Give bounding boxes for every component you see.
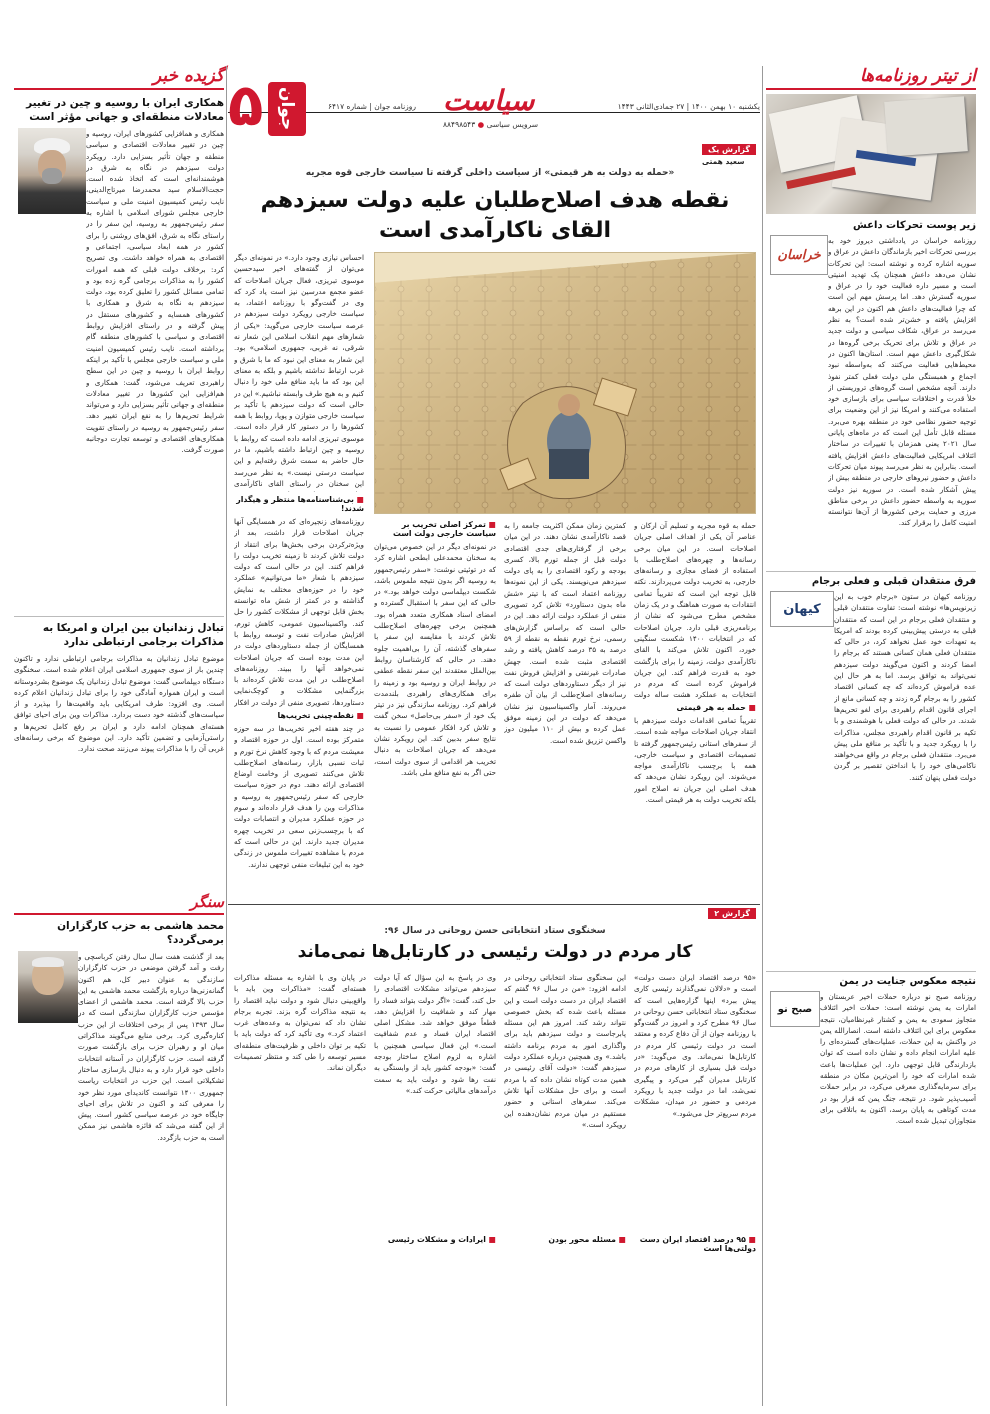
second-title: کار مردم در دولت رئیسی در کارتابل‌ها نمی‌ماند [297, 942, 693, 962]
main-col-b-body: در نمونه‌ای دیگر در این خصوص می‌توان به سخنان محمدعلی ابطحی اشاره کرد که در توئیتی نوشت: «سفر رئیس‌جمهور به روسیه اگر بدون نتیجه ملموس باشد، شکست دیپلماسی دولت خواهد بود.» در حالی که این سفر با استقبال گسترده و امضای اسناد همکاری متعدد همراه بود. همچنین برخی چهره‌های اصلاح‌طلب تلاش کردند با مقایسه این سفر با سفرهای گذشته، آن را بی‌اهمیت جلوه دهند. در حالی که کارشناسان روابط بین‌الملل معتقدند این سفر نقطه عطفی در روابط ایران و روسیه بود و زمینه را برای همکاری‌های راهبردی بلندمدت فراهم کرد. روزنامه سازندگی نیز در تیتر یک خود از «سفر بی‌حاصل» سخن گفت و تلاش کرد افکار عمومی را نسبت به نتایج سفر بدبین کند. این رویکرد نشان می‌دهد که جریان اصلاحات به دنبال تخریب هر اقدامی از سوی دولت است، حتی اگر به نفع منافع ملی باشد. [374, 542, 496, 777]
main-col-a3-body: در چند هفته اخیر تخریب‌ها در سه حوزه متمرکز بوده است. اول در حوزه اقتصاد و معیشت مردم که با وجود کاهش نرخ تورم و ثبات نسبی بازار، رسانه‌های اصلاح‌طلب تلاش می‌کنند تصویری از وخامت اوضاع اقتصادی ارائه دهند. دوم در حوزه سیاست خارجی که سفر رئیس‌جمهور به روسیه و مذاکرات وین را هدف قرار داده‌اند و سوم در حوزه عملکرد مدیران و انتصابات دولت که با برچسب‌زنی سعی در تخریب چهره مدیران جدید دارند. این در حالی است که مردم با مشاهده تغییرات ملموس در زندگی خود به این تبلیغات منفی توجهی ندارند. [234, 724, 364, 869]
right-story-2-title: فرق منتقدان قبلی و فعلی برجام [811, 576, 976, 587]
second-col-3-body: وی در پاسخ به این سؤال که آیا دولت سیزدهم می‌تواند مشکلات اقتصادی را حل کند، گفت: «اگر دولت بتواند فساد را مهار کند و شفافیت را افزایش دهد، قطعاً موفق خواهد شد. مشکل اصلی اقتصاد ایران فساد و عدم شفافیت است.» این فعال سیاسی همچنین با اشاره به لزوم اصلاح ساختار بودجه گفت: «بودجه کشور باید از وابستگی به نفت رها شود و دولت باید به سمت درآمدهای مالیاتی حرکت کند.» [374, 973, 496, 1095]
main-col-b [634, 520, 756, 898]
main-kicker-tag [702, 144, 756, 155]
second-col-1-head-label: ۹۵ درصد اقتصاد ایران دست دولتی‌ها است [639, 1235, 756, 1253]
kayhan-logo [770, 591, 834, 627]
puzzle-illustration [374, 252, 756, 514]
main-col-bb [374, 520, 496, 898]
right-column-header [766, 66, 976, 90]
page-number: ۵ [228, 71, 264, 139]
second-col-4-body: در پایان وی با اشاره به مسئله مذاکرات هسته‌ای گفت: «مذاکرات وین باید با واقع‌بینی دنبال شود و دولت نباید اقتصاد را به نتیجه مذاکرات گره بزند. تجربه برجام نشان داد که نمی‌توان به وعده‌های غرب اعتماد کرد.» وی تأکید کرد که دولت باید با تکیه بر توان داخلی و ظرفیت‌های منطقه‌ای مسیر توسعه را طی کند و منتظر تصمیمات دیگران نماند. [234, 973, 366, 1073]
issue-number [328, 102, 416, 111]
main-title-line-2: القای ناکارآمدی است [378, 218, 612, 243]
left-column-header-label: گزیده خبر [153, 66, 224, 86]
right-story-1-body: روزنامه خراسان در یادداشتی دیروز خود به بررسی تحرکات اخیر بازماندگان داعش در عراق و سوریه اشاره کرده و نوشته است: این تحرکات نشان می‌دهد داعش همچنان یک تهدید امنیتی است و مسیر داره فعالیت خود را در عراق و سوریه گسترش دهد. اما پرسش مهم این است که چرا فعالیت‌های داعش هم اکنون در این برهه افزایش یافته و خشن‌تر شده است؟ به نظر می‌رسد در عراق، شکاف سیاسی و دولت جدید در عراق و تلاش برای تحریک برخی گروه‌ها در شکل‌گیری داعش مهم است. استان‌ها اکنون در محیط‌هایی فعالیت می‌کنند که به‌واسطه نبود اجماع و همبستگی ملی دولت فعلی کمتر نفوذ دارند. آنچه مشخص است گروه‌های تروریستی از خلأ قدرت و اختلافات سیاسی برای بازسازی خود استفاده می‌کنند و امریکا نیز از این وضعیت برای توجیه حضور نظامی خود در منطقه بهره می‌برد. مسئله قابل تأمل این است که در ماه‌های پایانی سال ۲۰۲۱ یعنی همزمان با تغییرات در ساختار ائتلاف امریکایی فعالیت‌های داعش افزایش یافته است. بنابراین به نظر می‌رسد پیوند میان تحرکات داعش و حضور نیروهای خارجی در منطقه بیش از پیش آشکار شده است. در سوریه نیز دولت سوریه به واسطه حضور داعش در برخی مناطق مرزی و حمایت برخی کشورها از آن‌ها نتوانسته امنیت کامل را برقرار کند. [828, 236, 976, 528]
second-col-3-head [374, 1235, 496, 1244]
right-story-1 [766, 220, 976, 563]
left-story-3-body: بعد از گذشت هفت سال سال رفتن کرباسچی و رفت و آمد گرفتن موضعی در حزب کارگزاران سازندگی به عنوان دبیر کل، هم اکنون گمانه‌زنی‌ها درباره بازگشت محمد هاشمی به این حزب بالا گرفته است. محمد هاشمی از اعضای مؤسس حزب کارگزاران سازندگی است که در سال ۱۳۹۳ پس از برخی اختلافات از این حزب کناره‌گیری کرد. برخی منابع می‌گویند مذاکراتی میان او و رهبران حزب برای بازگشت صورت گرفته است. حزب کارگزاران در آستانه انتخابات داخلی خود قرار دارد و به دنبال بازسازی ساختار تشکیلاتی است. این حزب در انتخابات ریاست جمهوری ۱۴۰۰ نتوانست کاندیدای مورد نظر خود را معرفی کند و اکنون در تلاش برای احیای جایگاه خود در عرصه سیاسی کشور است. پیش از این گفته می‌شد که فائزه هاشمی نیز ممکن است به حزب بازگردد. [78, 952, 224, 1142]
second-col-1-head [634, 1235, 756, 1253]
main-col-b-head [374, 520, 496, 538]
bullet-icon: ■ [748, 1235, 756, 1244]
left-story-3-header-label: سنگر [190, 893, 224, 911]
bullet-icon: ■ [356, 711, 364, 720]
main-story [234, 144, 756, 900]
main-col-a-head-label: بی‌شناسنامه‌ها منتظر و هیگدار شدند! [236, 495, 364, 513]
bullet-icon: ■ [356, 495, 364, 504]
sobhe-no-logo [770, 991, 820, 1027]
kayhan-logo-text: کیهان [783, 601, 821, 617]
section-subtitle [443, 120, 538, 129]
main-subtitle: «حمله به دولت به هر قیمتی» از سیاست داخلی گرفته تا سیاست خارجی قوه مجریه [305, 168, 675, 178]
second-story [234, 908, 756, 1404]
main-col-c-body: کمترین زمان ممکن اکثریت جامعه را به قصد ناکارآمدی نشان دهند. در این میان برخی از گرفتاری‌های جدی اقتصادی دولت قبل از جمله تورم بالا، کسری بودجه و رکود اقتصادی را به پای دولت سیزدهم می‌نویسند. یکی از این نمونه‌ها روزنامه اعتماد است که با تیتر «شش ماه بدون دستاورد» تلاش کرد تصویری منفی از عملکرد دولت ارائه دهد. این در حالی است که براساس گزارش‌های رسمی، نرخ تورم نقطه به نقطه از ۵۹ درصد به ۳۵ درصد کاهش یافته و رشد اقتصادی مثبت شده است. جهش صادرات غیرنفتی و افزایش فروش نفت نیز از دیگر دستاوردهای دولت است که رسانه‌های اصلاح‌طلب از بیان آن طفره می‌روند. آمار واکسیناسیون نیز نشان می‌دهد که دولت در این زمینه موفق عمل کرده و بیش از ۱۱۰ میلیون دوز واکسن تزریق شده است. [504, 521, 626, 745]
mirtajodini-photo [18, 128, 86, 214]
second-col-2-head-label: مسئله محور بودن [548, 1235, 616, 1244]
left-column-header [14, 66, 224, 90]
left-story-2 [14, 616, 224, 885]
second-col-1-body: «۹۵ درصد اقتصاد ایران دست دولت» است و «دلالان نمی‌گذارند رئیسی کاری پیش ببرد» اینها گزاره‌هایی است که سخنگوی ستاد انتخاباتی حسن روحانی در سال ۹۶ مطرح کرد و امروز در گفت‌وگو با روزنامه جوان از آن دفاع کرده و معتقد است در دولت رئیسی کار مردم در کارتابل‌ها نمی‌ماند. وی می‌گوید: «در دولت قبل بسیاری از کارهای مردم در کارتابل مدیران گیر می‌کرد و پیگیری نمی‌شد، اما در دولت جدید با رویکرد مردمی و حضور در میدان، مشکلات مردم سریع‌تر حل می‌شود.» [634, 973, 756, 1118]
second-col-1 [634, 972, 756, 1402]
second-kicker-bar [708, 908, 756, 919]
left-story-2-body: موضوع تبادل زندانیان به مذاکرات برجامی ارتباطی ندارد و تاکنون چندین بار از سوی جمهوری اسلامی ایران اعلام شده است. سخنگوی دستگاه دیپلماسی گفت: موضوع تبادل زندانیان یک موضوع بشردوستانه است و ایران همواره آمادگی خود را برای تبادل زندانیان اعلام کرده است. وی افزود: طرف امریکایی باید واقعیت‌ها را بپذیرد و از سیاست‌های گذشته خود دست بردارد. مذاکرات وین برای احیای توافق هسته‌ای همچنان ادامه دارد و ایران بر رفع کامل تحریم‌ها و راستی‌آزمایی و تضمین تأکید دارد. این موضوع که برخی رسانه‌های غربی آن را با مذاکرات پیوند می‌زنند صحت ندارد. [14, 654, 224, 754]
section-sub-label: سرویس سیاسی [486, 120, 539, 129]
phone-number: ۸۸۴۹۸۵۴۳ [443, 120, 476, 129]
second-subtitle: سخنگوی ستاد انتخاباتی حسن روحانی در سال ۹۶: [384, 926, 606, 936]
left-story-1 [14, 96, 224, 608]
masthead [228, 71, 760, 142]
main-col-b-head-label: تمرکز اصلی تخریب بر سیاست خارجی دولت است [392, 520, 496, 538]
main-col-a-head2 [234, 711, 364, 720]
khorasan-logo-text: خراسان [777, 247, 821, 263]
second-kicker-label: گزارش ۲ [714, 909, 750, 918]
second-col-4 [234, 972, 366, 1402]
right-story-1-title: زیر پوست تحرکات داعش [853, 220, 976, 231]
left-divider [226, 66, 227, 1406]
left-story-2-title: تبادل زندانیان بین ایران و امریکا به مذاکرات برجامی ارتباطی ندارد [42, 622, 224, 648]
left-column [14, 66, 224, 1406]
second-col-3 [374, 972, 496, 1402]
main-title [234, 186, 756, 246]
bullet-icon: ■ [488, 1235, 496, 1244]
second-col-2-head [504, 1235, 626, 1244]
left-story-3-title: محمد هاشمی به حزب کارگزاران برمی‌گردد؟ [57, 920, 224, 946]
left-story-3-header [14, 893, 224, 915]
right-column-header-label: از تیتر روزنامه‌ها [859, 66, 976, 86]
main-author: سعید همتی [702, 157, 745, 166]
right-story-3-body: روزنامه صبح نو درباره حملات اخیر عربستان و امارات به یمن نوشته است: حملات اخیر ائتلاف متجاوز سعودی به یمن و کشتار غیرنظامیان، نتیجه معکوس برای این ائتلاف داشته است. انصارالله یمن در واکنش به این حملات، عملیات‌های گسترده‌ای را علیه امارات انجام داده و نشان داده است که توان بازدارندگی قابل توجهی دارد. این عملیات‌ها باعث شده امارات که خود را امن‌ترین مکان در منطقه برای سرمایه‌گذاری معرفی می‌کرد، در برابر حملات آسیب‌پذیر شود. در نتیجه، جنگ یمن که قرار بود در مدت کوتاهی به پایان برسد، اکنون به باتلاقی برای متجاوزان تبدیل شده است. [820, 992, 976, 1126]
main-col-d-head-label: حمله به هر قیمتی [676, 703, 746, 712]
right-story-3 [766, 971, 976, 1291]
left-story-1-title: همکاری ایران با روسیه و چین در تغییر معادلات منطقه‌ای و جهانی مؤثر است [26, 97, 224, 123]
main-col-c [504, 520, 626, 898]
main-story-separator [228, 904, 760, 905]
second-col-1-body-cont [634, 1256, 756, 1402]
second-kicker-tag [708, 908, 756, 919]
right-column [766, 66, 976, 1406]
main-col-a-head [234, 495, 364, 513]
hashemi-photo [18, 951, 78, 1023]
section-title: سیاست [443, 84, 535, 117]
right-divider [762, 66, 763, 1406]
main-col-d2-body: تقریباً تمامی اقدامات دولت سیزدهم با انتقاد جریان اصلاحات مواجه شده است. از سفرهای استانی رئیس‌جمهور گرفته تا تصمیمات اقتصادی و سیاست خارجی، همه با برچسب ناکارآمدی مواجه می‌شوند. این رویکرد نشان می‌دهد که هدف اصلی این جریان نه اصلاح امور بلکه تخریب دولت به هر قیمتی است. [634, 716, 756, 805]
phone-icon: ● [477, 120, 485, 129]
right-story-3-title: نتیجه معکوس جنایت در یمن [839, 976, 976, 987]
brand-logo [268, 82, 306, 136]
issue-label: روزنامه جوان | شماره ۶۴۱۷ [328, 102, 417, 111]
left-story-1-body: همکاری و همافزایی کشورهای ایران، روسیه و چین در تغییر معادلات اقتصادی و سیاسی منطقه و جهان تأثیر بسزایی دارد. رویکرد دولت سیزدهم در نگاه به شرق در هوشمندانه‌ای است که اتخاذ شده است. حجت‌الاسلام سید محمدرضا میرتاج‌الدینی، نایب رئیس کمیسیون امنیت ملی و سیاست خارجی مجلس شورای اسلامی با اشاره به سفر رئیس‌جمهور به روسیه، این سفر را در راستای نگاه به شرق، افق‌های روشنی را برای کشور در همه ابعاد سیاسی، اجتماعی و اقتصادی به همراه خواهد داشت. وی تصریح کرد: برخلاف دولت قبلی که همه امورات کشور را به مذاکرات برجامی گره زده بود و تمامی مسائل کشور را تعلیق کرده بود، دولت سیزدهم به نگاه به شرق و همکاری با کشورهای همسایه و کشورهای مستقل در پیش گرفته و در راستای افزایش روابط اقتصادی و سیاسی با کشورهای منطقه گام برداشته است. نایب رئیس کمیسیون امنیت ملی و سیاست خارجی مجلس با تأکید بر اینکه روابط ایران با روسیه و چین در این سطح راهبردی تعریف می‌شود، گفت: همکاری و هم‌افزایی این کشورها در تغییر معادلات منطقه‌ای و جهانی تأثیر بسزایی دارد و می‌تواند شرایط تحریم‌ها را به نفع ایران تغییر دهد. سفر رئیس‌جمهور به روسیه در راستای تقویت همکاری‌های اقتصادی و توسعه تجارت دوجانبه صورت گرفت. [86, 129, 224, 455]
puzzle-svg [374, 253, 755, 514]
date-label: یکشنبه ۱۰ بهمن ۱۴۰۰ | ۲۷ جمادی‌الثانی ۱۴۴۳ [617, 102, 760, 111]
main-col-d-head [634, 703, 756, 712]
main-kicker-bar [702, 144, 756, 166]
left-story-3 [14, 919, 224, 1251]
bullet-icon: ■ [488, 520, 496, 529]
sobhe-no-logo-text: صبح نو [777, 1003, 813, 1015]
right-story-2 [766, 571, 976, 963]
main-col-d-body: حمله به قوه مجریه و تسلیم آن ارکان و عناصر آن یکی از اهداف اصلی جریان اصلاحات است. در این میان برخی رسانه‌ها و چهره‌های اصلاح‌طلب با استفاده از فضای مجازی و رسانه‌های خارجی، به تخریب دولت می‌پردازند. نکته قابل توجه این است که تقریباً تمامی انتقادات به صورت هماهنگ و در یک زمان مشخص مطرح می‌شود که نشان از برنامه‌ریزی قبلی دارد. جریان اصلاحات که در انتخابات ۱۴۰۰ شکست سنگینی خورد، اکنون تلاش می‌کند با القای ناکارآمدی دولت، زمینه را برای بازگشت خود به قدرت فراهم کند. این جریان فراموش کرده است که مردم در انتخابات به عملکرد هشت ساله دولت [634, 521, 756, 700]
main-col-a2-body: روزنامه‌های زنجیره‌ای که در همسایگی آنها جریان اصلاحات قرار داشت، بعد از ویژه‌ترکردن برخی بخش‌ها برای انتقاد از دولت تلاش کردند تا زمینه تخریب دولت را فراهم کنند. این در حالی است که دولت سیزدهم با شعار «ما می‌توانیم» عملکرد خود را در حوزه‌های مختلف به نمایش گذاشته و در کمتر از شش ماه توانسته بخش قابل توجهی از مشکلات کشور را حل کند. واکسیناسیون عمومی، کاهش تورم، افزایش صادرات نفت و توسعه روابط با همسایگان از جمله دستاوردهای دولت در این مدت بوده است که جریان اصلاحات نمی‌خواهد آنها را ببیند. روزنامه‌های اصلاح‌طلب در این مدت تلاش کرده‌اند با بزرگنمایی مشکلات و کوچک‌نمایی دستاوردها، تصویری منفی از دولت در افکار [234, 517, 364, 707]
second-col-2-body: این سخنگوی ستاد انتخاباتی روحانی در ادامه افزود: «من در سال ۹۶ گفتم که اقتصاد ایران در دست دولت است و این مسئله باعث شده که بخش خصوصی نتواند رشد کند. امروز هم این مسئله پابرجاست و دولت سیزدهم باید برای واگذاری امور به مردم برنامه داشته باشد.» وی همچنین درباره عملکرد دولت سیزدهم گفت: «دولت آقای رئیسی در همین مدت کوتاه نشان داده که با مردم است و برای حل مشکلات آنها تلاش می‌کند. سفرهای استانی و حضور مستقیم در میان مردم نشان‌دهنده این رویکرد است.» [504, 973, 626, 1129]
bullet-icon: ■ [748, 703, 756, 712]
main-kicker-label: گزارش یک [708, 145, 750, 154]
main-col-a-head2-label: نقطه‌چینی تخریب‌ها [277, 711, 354, 720]
main-col-a [234, 252, 364, 898]
main-col-a-body: احساس نیازی وجود دارد.» در نمونه‌ای دیگر می‌توان از گفته‌های اخیر سیدحسین موسوی تبریزی، فعال جریان اصلاحات که عضو مجمع مدرسین نیز است یاد کرد که وی در گفت‌وگو با روزنامه اعتماد، به سیاست خارجی رویکرد دولت سیزدهم در عرصه سیاست خارجی می‌گوید: «یکی از شعارهای مهم انقلاب اسلامی این شعار نه شرقی، نه غربی، جمهوری اسلامی» بود. این شعار به معنای این نبود که ما با شرق و غرب ارتباط نداشته باشیم و بلکه به معنای این بود که ما باید منافع ملی خود را دنبال کنیم و به هیچ طرف وابسته نباشیم.» این در حالی است که دولت سیزدهم با تأکید بر سیاست خارجی متوازن و پویا، روابط با همه کشورها را در دستور کار قرار داده است. موسوی تبریزی ادامه داده است که روابط با روسیه و چین ارتباط داشته باشیم، ما در حال حاضر به سمت شرق رفته‌ایم و این سیاست درستی نیست.» به نظر می‌رسد این سخنان در راستای القای ناکارآمدی [234, 253, 364, 488]
second-col-3-head-label: ایرادات و مشکلات رئیسی [387, 1235, 486, 1244]
main-title-line-1: نقطه هدف اصلاح‌طلبان علیه دولت سیزدهم [260, 188, 730, 213]
second-col-2 [504, 972, 626, 1402]
khorasan-logo [770, 235, 828, 275]
bullet-icon: ■ [618, 1235, 626, 1244]
brand-name: جوان [277, 87, 297, 131]
newspapers-collage-image [766, 94, 976, 214]
right-story-2-body: روزنامه کیهان در ستون «برجام خوب به این زیرنویس‌ها» نوشته است: تفاوت منتقدان قبلی و منتقدان فعلی برجام در این است که منتقدان قبلی به درستی پیش‌بینی کرده بودند که امریکا به تعهدات خود عمل نخواهد کرد، در حالی که منتقدان فعلی همان کسانی هستند که برجام را امضا کردند و اکنون می‌گویند دولت سیزدهم نمی‌تواند به توافق برسد. اما به هر حال این عده فراموش کرده‌اند که چه کسانی اقتصاد کشور را به برجام گره زدند و چه کسانی مانع از اجرای قانون اقدام راهبردی برای لغو تحریم‌ها شدند. در حالی که دولت فعلی با هوشمندی و با تکیه بر قانون اقدام راهبردی مجلس، مذاکرات را با رویکرد جدید و با تأکید بر منافع ملی پیش می‌برد. منتقدان فعلی برجام در واقع می‌خواهند ناکامی‌های خود را با انداختن تقصیر بر گردن دولت فعلی پنهان کنند. [834, 592, 976, 782]
issue-date [618, 102, 760, 111]
